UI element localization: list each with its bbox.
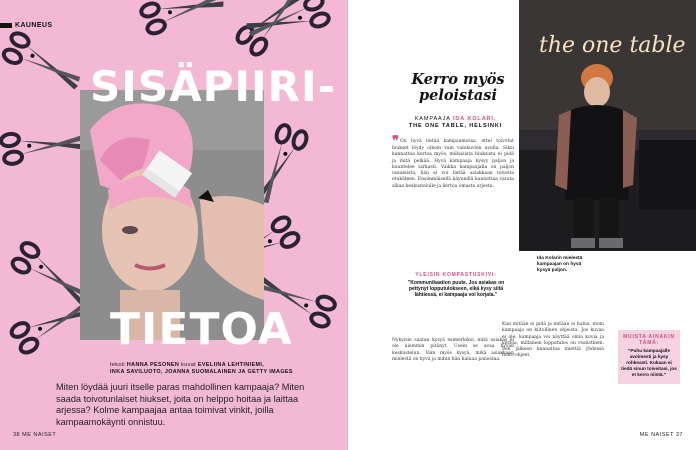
pullquote-a-label: YLEISIN KOMPASTUSKIVI: bbox=[415, 272, 497, 278]
hairdresser-photo bbox=[519, 0, 696, 251]
hair-photo-illustration bbox=[80, 90, 264, 340]
scissors-icon bbox=[0, 122, 85, 166]
article-title: Kerro myös peloistasi bbox=[411, 71, 505, 104]
scissors-icon bbox=[235, 0, 310, 57]
pullquote-a bbox=[406, 272, 506, 299]
lead-paragraph: Miten löydää juuri itselle paras mahdollinen kampaaja? Miten saada toivotunlaiset hiukset, joita on helppo hoitaa ja laittaa arjessa? Kolme kampaajaa antaa toimivat vinkit, joilla kampaamokäynti onnistuu. bbox=[56, 382, 305, 427]
hairdresser-photo-illustration bbox=[519, 0, 696, 251]
body-a-text: On hyvä tietää kampaamossa, ettei toivotut hiukset löydy oikein vain valokuvien avulla. Siksi kannattaa kertoa myös, millaisista hiuksista ei pidä ja mitä pelkää. Hyvä kampaaja kysyy paljon ja kuuntelee tarkasti. Vaikka kampaajalla on paljon osaamista, hän ei voi tietää asiakkaan toiveita etukäteen. Ensimmäisellä käynnillä kannattaa varata aikaa keskustelulle ja kertoa omasta arjesta. bbox=[392, 139, 514, 189]
section-label: KAUNEUS bbox=[15, 22, 53, 29]
scissors-icon bbox=[139, 0, 225, 36]
folio-right: ME NAISET 37 bbox=[639, 432, 683, 438]
hair-photo bbox=[80, 90, 264, 340]
pullquote-b-text: ”Puhu kampaajalle avoimesti ja kysy rohkeasti. Kukaan ei tiedä sinun toiveitasi, jos et kerro niistä.” bbox=[621, 348, 677, 377]
credits-kuvat-line2: INKA SAVILUOTO, JOANNA SUOMALAINEN JA GETTY IMAGES bbox=[110, 369, 293, 375]
right-page bbox=[348, 0, 696, 450]
section-tag bbox=[0, 21, 52, 30]
quote-mark-icon: ❞ bbox=[392, 134, 399, 149]
byline bbox=[393, 116, 518, 130]
pullquote-a-text: ”Kommunikaation puute. Jos asiakas on pettynyt lopputulokseen, eikä kysy siitä lähtiessä, ei kampaaja voi korjata.” bbox=[407, 280, 505, 299]
credits-teksti-name: HANNA PESONEN bbox=[126, 362, 180, 368]
headline-bottom: TIETOA bbox=[110, 304, 293, 355]
neon-sign: the one table bbox=[539, 33, 686, 58]
pullquote-b-label: MUISTA AINAKIN TÄMÄ: bbox=[623, 334, 675, 346]
body-column-b: Nykyisin saatan kysyä esimerkiksi, mitä asiakas ei ole aiemmin pitänyt. Usein se avaa hyvän keskustelun. Vain myös kysyä, mikä asiakkaan mielestä on hyvä ja mihin hän haluaa panostaa. bbox=[392, 338, 514, 362]
byline-place: THE ONE TABLE, HELSINKI bbox=[408, 123, 503, 129]
credits-kuvat-line1: EVELIINA LEHTINIEMI, bbox=[197, 362, 265, 368]
headline-top: SISÄPIIRI- bbox=[90, 62, 337, 111]
scissors-icon bbox=[2, 31, 88, 92]
section-bar bbox=[0, 23, 12, 28]
credits-kuvat-label: kuvat bbox=[181, 362, 197, 368]
body-column-c: Kun mitään ei pidä ja mitään ei halua, moni kampaaja on kiitollinen ohjeista. Jos kuvaa ei ole, kampaaja voi näyttää omia kuvia ja kertoa, millainen lopputulos on realistinen. Sen jälkeen kannattaa miettiä yhdessä hoito-ohjeet. bbox=[502, 322, 604, 359]
credits bbox=[110, 362, 310, 376]
photo-caption: Ida Kolarin mielestä kampaajan on hyvä kysyä paljon. bbox=[537, 256, 583, 273]
pullquote-b bbox=[618, 330, 680, 384]
byline-role: KAMPAAJA bbox=[414, 116, 451, 122]
byline-name: IDA KOLARI, bbox=[452, 116, 497, 122]
folio-left: 38 ME NAISET bbox=[13, 432, 57, 438]
credits-teksti-label: teksti bbox=[110, 362, 125, 368]
body-column-a bbox=[392, 134, 514, 190]
